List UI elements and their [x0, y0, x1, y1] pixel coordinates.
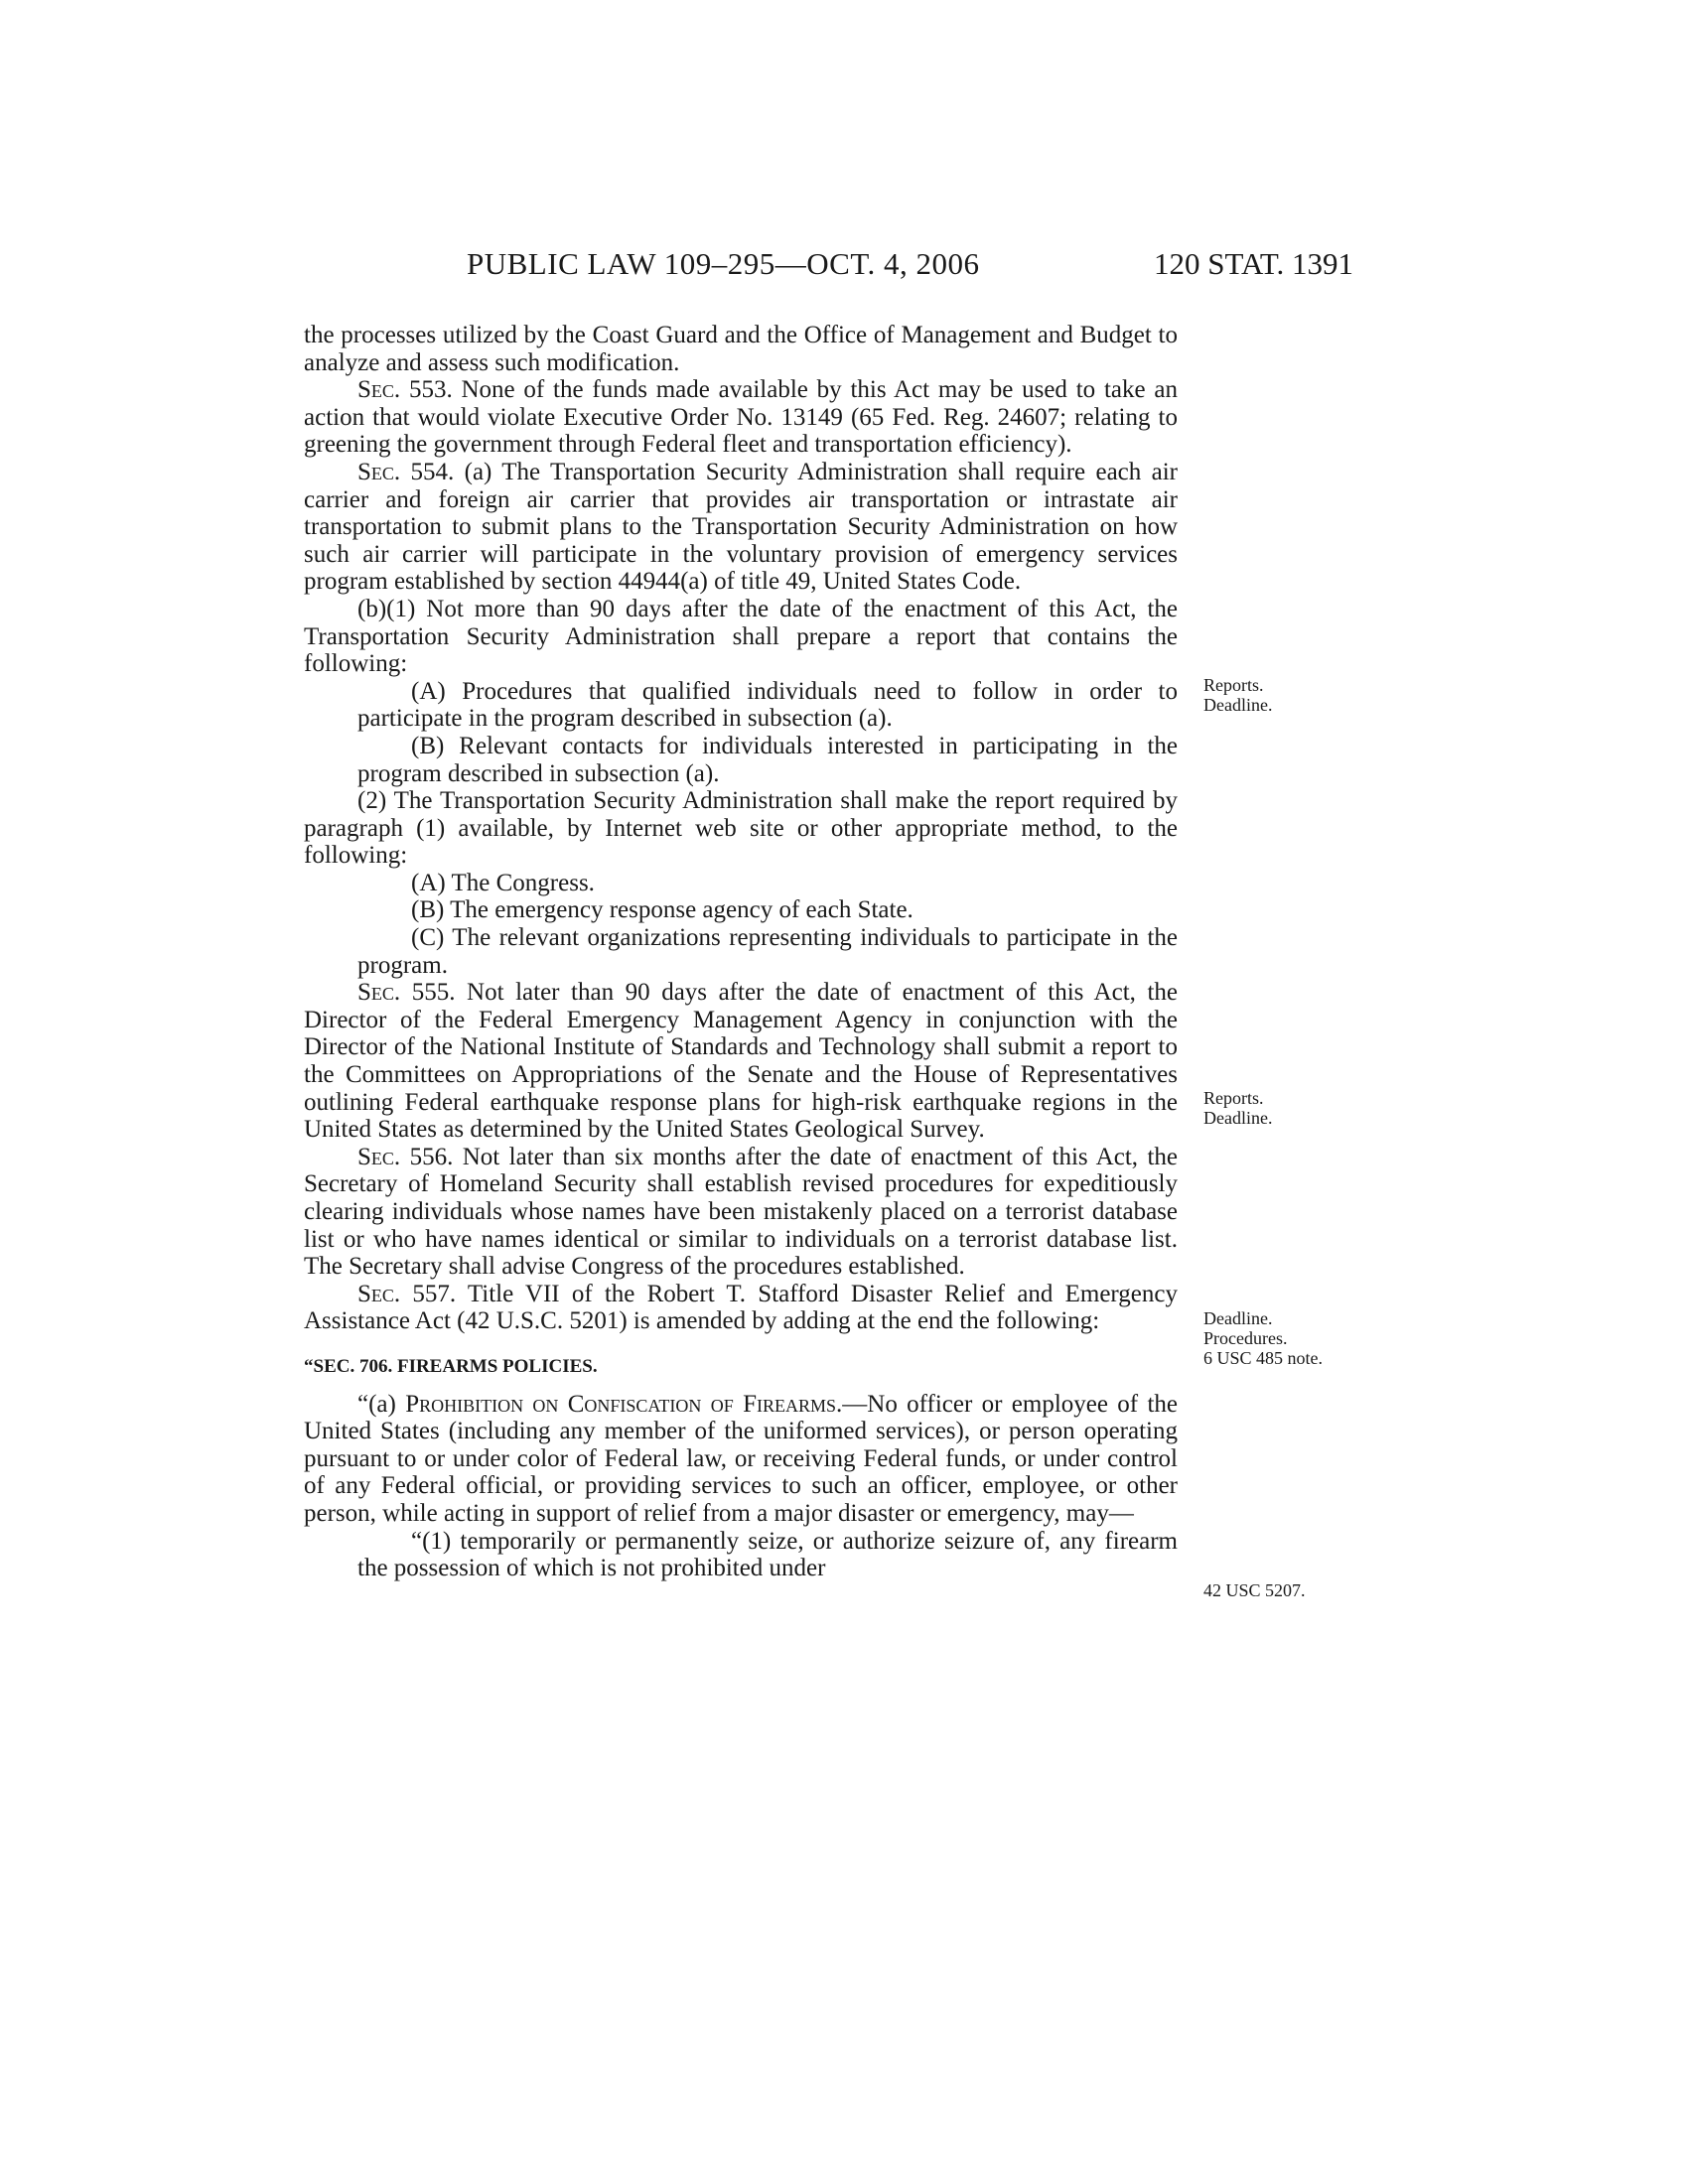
- section-text: 553. None of the funds made available by this Act may be used to take an action that would violate Executive Order No. 13149 (65 Fed. Reg. 24607; relating to greening the government through Federal fleet and transportation efficiency).: [304, 376, 1178, 459]
- paragraph-continuation: the processes utilized by the Coast Guard and the Office of Management and Budget to analyze and assess such modification.: [304, 322, 1178, 376]
- margin-note-2: [1203, 1088, 1272, 1128]
- section-553: [304, 376, 1178, 459]
- list-item-congress: (A) The Congress.: [411, 869, 595, 896]
- section-prefix: Sec.: [357, 376, 401, 404]
- margin-note-4: [1203, 1580, 1306, 1600]
- section-555: [304, 979, 1178, 1144]
- margin-note-line: Deadline.: [1203, 1308, 1273, 1328]
- margin-note-3: [1203, 1308, 1323, 1368]
- section-556: [304, 1144, 1178, 1281]
- section-554: [304, 459, 1178, 596]
- section-prefix: Sec.: [357, 1143, 401, 1170]
- subsection-caption: Prohibition on Confiscation of Firearms: [405, 1390, 837, 1418]
- margin-note-line: Reports.: [1203, 675, 1264, 695]
- section-text: 557. Title VII of the Robert T. Stafford Disaster Relief and Emergency Assistance Act (42 U.S.C. 5201) is amended by adding at the end the following:: [304, 1280, 1178, 1335]
- section-prefix: Sec.: [357, 458, 401, 485]
- subsection-b1: (b)(1) Not more than 90 days after the date of the enactment of this Act, the Transportation Security Administration shall prepare a report that contains the following:: [304, 595, 1178, 678]
- margin-note-line: Deadline.: [1203, 1108, 1273, 1128]
- margin-note-line: Deadline.: [1203, 695, 1273, 715]
- margin-note-1: [1203, 675, 1272, 715]
- list-item-organizations: (C) The relevant organizations representing individuals to participate in the program.: [357, 924, 1178, 979]
- section-557: [304, 1281, 1178, 1335]
- subsection-open: “(a): [357, 1390, 406, 1418]
- list-item-state-agency: (B) The emergency response agency of each State.: [411, 896, 914, 924]
- clause-b: (B) Relevant contacts for individuals interested in participating in the program described in subsection (a).: [357, 732, 1178, 787]
- page-stat-number: 120 STAT. 1391: [1154, 246, 1354, 281]
- margin-note-line: 6 USC 485 note.: [1203, 1348, 1324, 1368]
- paragraph-2: (2) The Transportation Security Administration shall make the report required by paragraph (1) available, by Internet web site or other appropriate method, to the following:: [304, 787, 1178, 870]
- margin-note-line: 42 USC 5207.: [1203, 1580, 1306, 1600]
- running-header-title: PUBLIC LAW 109–295—OCT. 4, 2006: [467, 246, 980, 281]
- law-text-body: [304, 322, 1178, 1582]
- section-706-heading: “SEC. 706. FIREARMS POLICIES.: [304, 1355, 598, 1377]
- subsection-a-prohibition: [304, 1391, 1178, 1528]
- section-text: 555. Not later than 90 days after the date of enactment of this Act, the Director of the Federal Emergency Management Agency in conjunction with the Director of the National Institute of Standards and Technology shall submit a report to the Committees on Appropriations of the Senate and the House of Representatives outlining Federal earthquake response plans for high-risk earthquake regions in the United States as determined by the United States Geological Survey.: [304, 979, 1178, 1144]
- clause-1: “(1) temporarily or permanently seize, or authorize seizure of, any firearm the possession of which is not prohibited under: [357, 1527, 1178, 1582]
- clause-a: (A) Procedures that qualified individuals need to follow in order to participate in the program described in subsection (a).: [357, 677, 1178, 733]
- margin-note-line: Procedures.: [1203, 1328, 1288, 1348]
- section-text: 556. Not later than six months after the date of enactment of this Act, the Secretary of Homeland Security shall establish revised procedures for expeditiously clearing individuals whose names have been mistakenly placed on a terrorist database list or who have names identical or similar to individuals on a terrorist database list. The Secretary shall advise Congress of the procedures established.: [304, 1143, 1178, 1281]
- subsection-text: .—No officer or employee of the United States (including any member of the uniformed services), or person operating pursuant to or under color of Federal law, or receiving Federal funds, or under control of any Federal official, or providing services to such an officer, employee, or other person, while acting in support of relief from a major disaster or emergency, may—: [304, 1390, 1179, 1527]
- section-text: 554. (a) The Transportation Security Administration shall require each air carrier and foreign air carrier that provides air transportation or intrastate air transportation to submit plans to the Transportation Security Administration on how such air carrier will participate in the voluntary provision of emergency services program established by section 44944(a) of title 49, United States Code.: [304, 458, 1178, 596]
- section-prefix: Sec.: [357, 1280, 401, 1307]
- margin-note-line: Reports.: [1203, 1088, 1264, 1108]
- section-prefix: Sec.: [357, 979, 401, 1007]
